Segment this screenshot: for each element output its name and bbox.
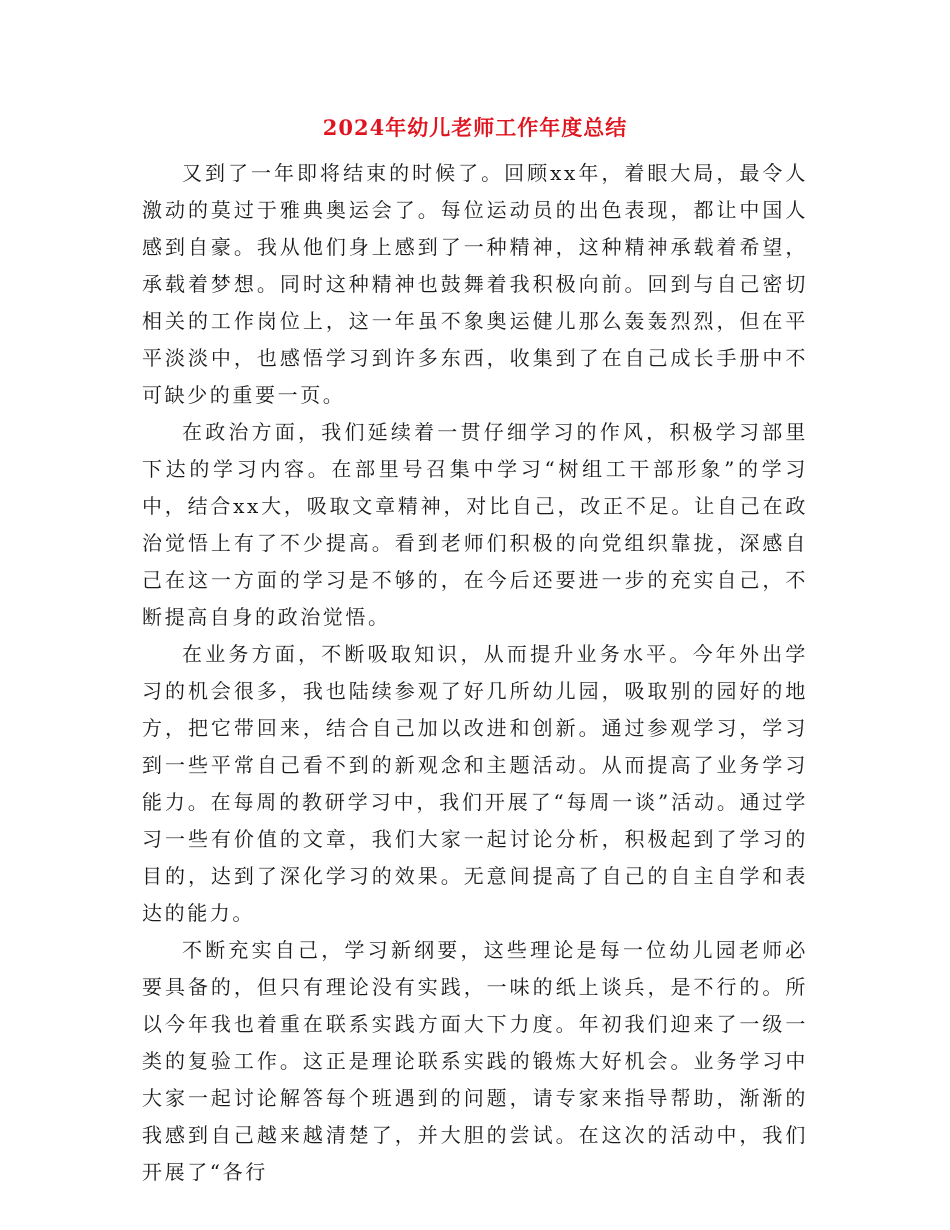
- document-body: [142, 155, 808, 1191]
- paragraph-intro: 又到了一年即将结束的时候了。回顾xx年，着眼大局，最令人激动的莫过于雅典奥运会了。每位运动员的出色表现，都让中国人感到自豪。我从他们身上感到了一种精神，这种精神承载着希望，承载着梦想。同时这种精神也鼓舞着我积极向前。回到与自己密切相关的工作岗位上，这一年虽不象奥运健儿那么轰轰烈烈，但在平平淡淡中，也感悟学习到许多东西，收集到了在自己成长手册中不可缺少的重要一页。: [142, 161, 808, 407]
- paragraph-politics: 在政治方面，我们延续着一贯仔细学习的作风，积极学习部里下达的学习内容。在部里号召集中学习“树组工干部形象”的学习中，结合xx大，吸取文章精神，对比自己，改正不足。让自己在政治觉悟上有了不少提高。看到老师们积极的向党组织靠拢，深感自己在这一方面的学习是不够的，在今后还要进一步的充实自己，不断提高自身的政治觉悟。: [142, 420, 808, 629]
- paragraph-practice: 不断充实自己，学习新纲要，这些理论是每一位幼儿园老师必要具备的，但只有理论没有实践，一味的纸上谈兵，是不行的。所以今年我也着重在联系实践方面大下力度。年初我们迎来了一级一类的复验工作。这正是理论联系实践的锻炼大好机会。业务学习中大家一起讨论解答每个班遇到的问题，请专家来指导帮助，渐渐的我感到自己越来越清楚了，并大胆的尝试。在这次的活动中，我们开展了“各行: [142, 938, 808, 1184]
- paragraph-business: 在业务方面，不断吸取知识，从而提升业务水平。今年外出学习的机会很多，我也陆续参观了好几所幼儿园，吸取别的园好的地方，把它带回来，结合自己加以改进和创新。通过参观学习，学习到一些平常自己看不到的新观念和主题活动。从而提高了业务学习能力。在每周的教研学习中，我们开展了“每周一谈”活动。通过学习一些有价值的文章，我们大家一起讨论分析，积极起到了学习的目的，达到了深化学习的效果。无意间提高了自己的自主自学和表达的能力。: [142, 642, 808, 925]
- document-title: 2024年幼儿老师工作年度总结: [322, 115, 628, 140]
